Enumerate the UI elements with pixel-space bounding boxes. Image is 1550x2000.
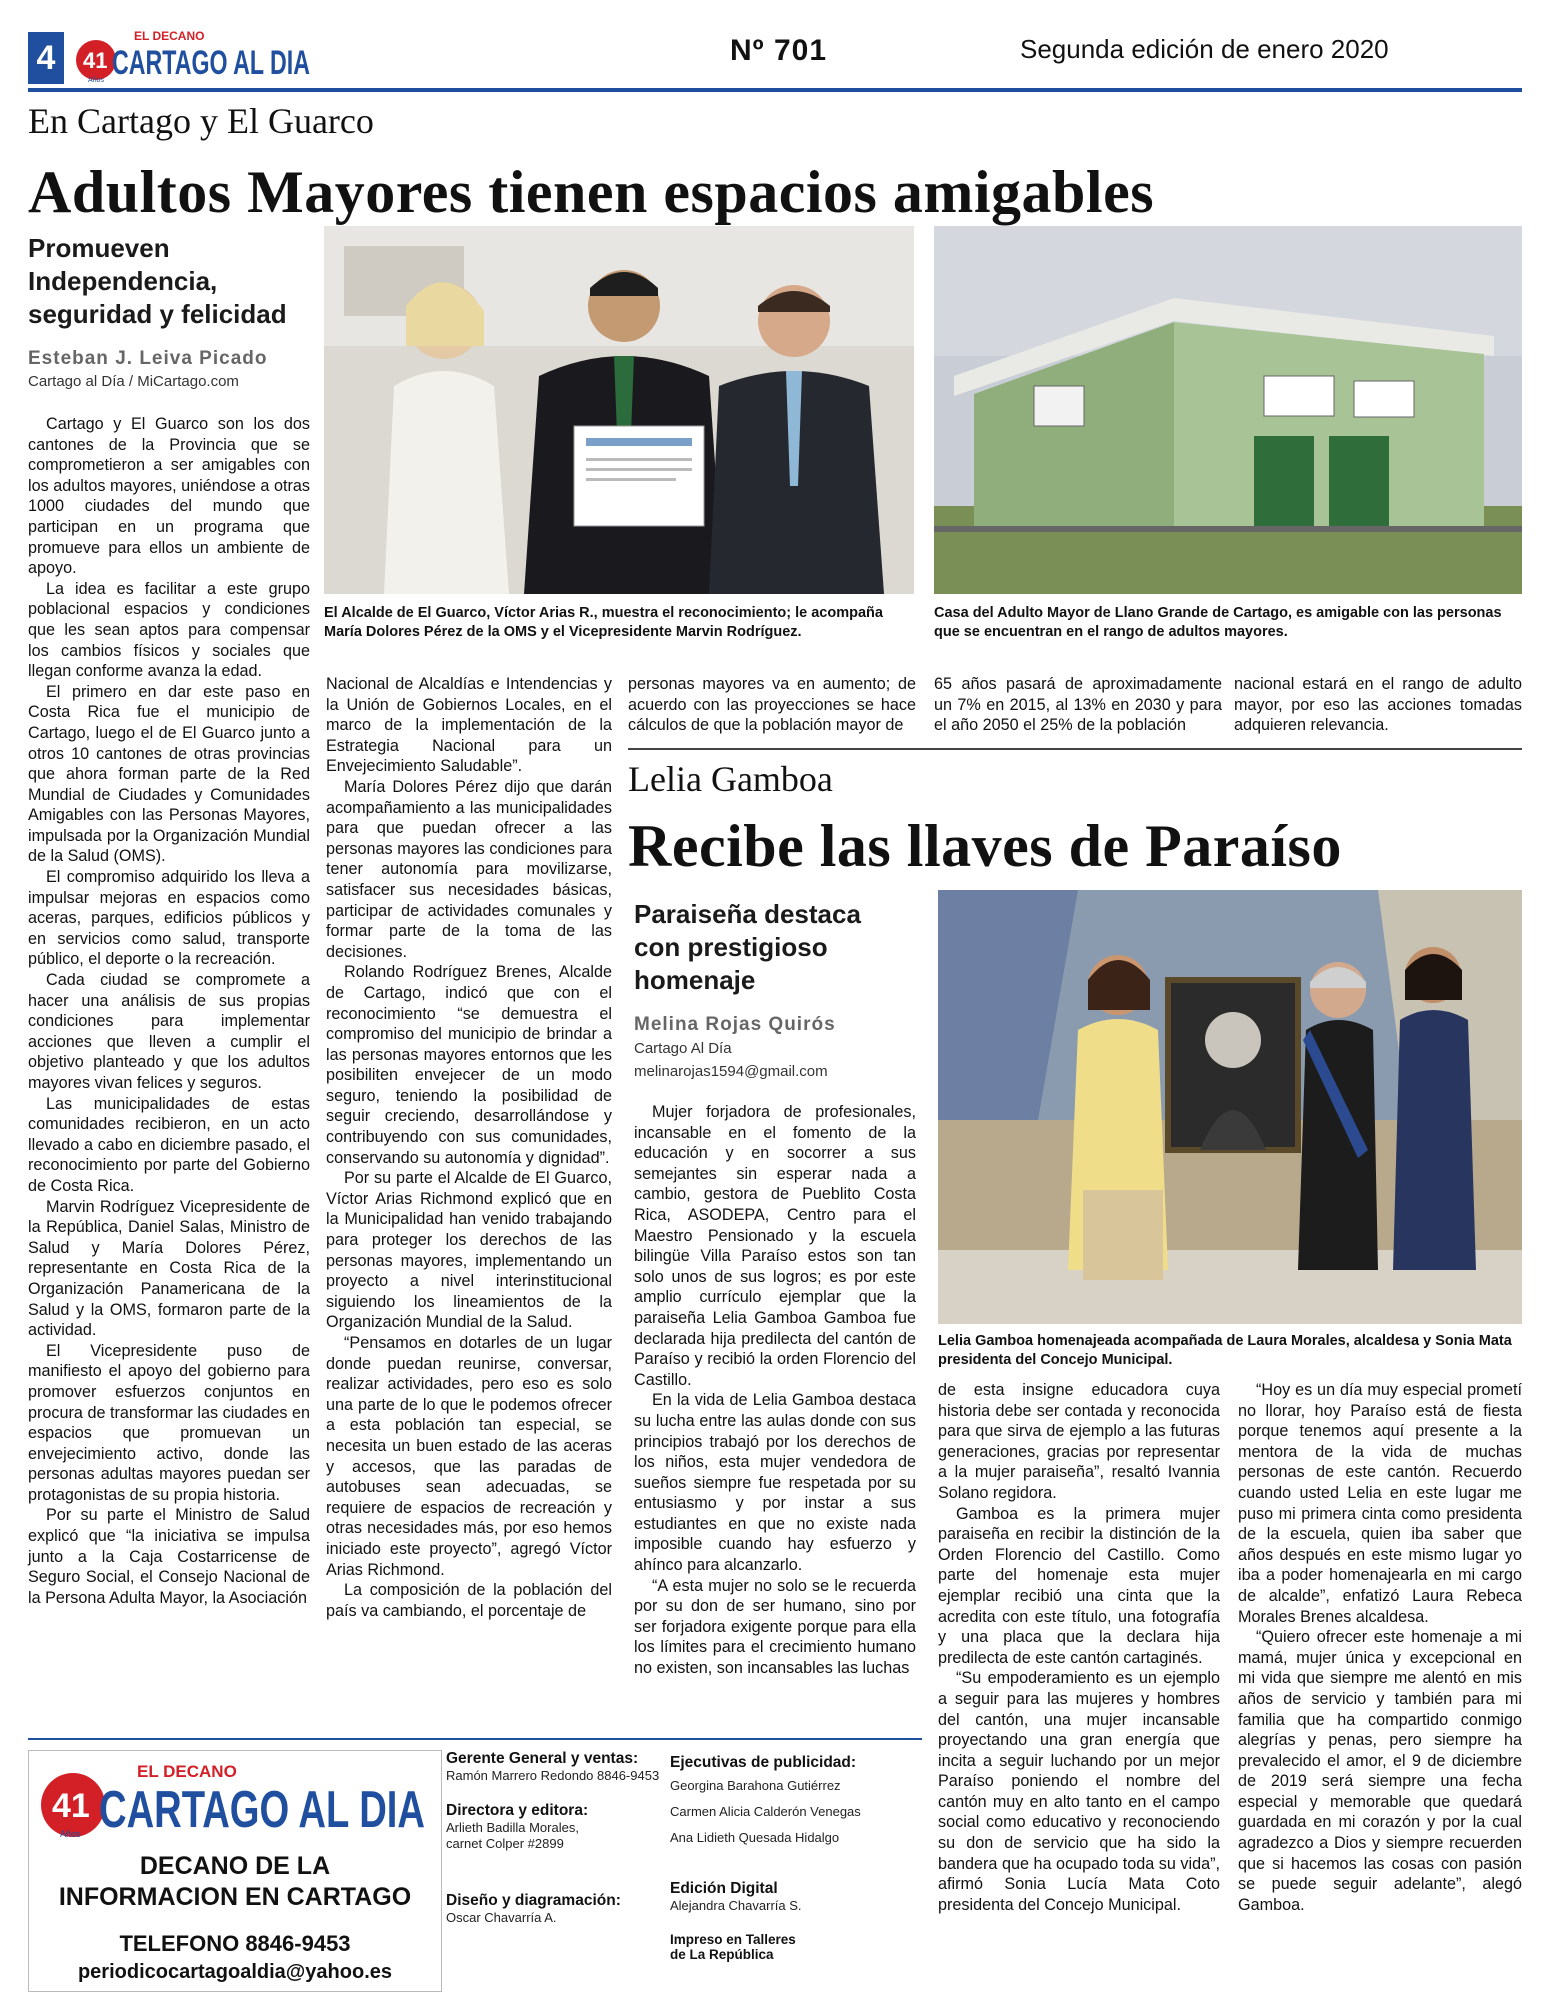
footer-masthead-logo [33, 1757, 433, 1841]
paragraph: personas mayores va en aumento; de acuerdo con las proyecciones se hace cálculos de que la población mayor de [628, 675, 916, 735]
paragraph: “Quiero ofrecer este homenaje a mi mamá, mujer única y excepcional en mi vida que siempre me alentó en mis años de servicio y también para mi familia que ha compartido conmigo alegrías y penas, pero siempre ha prevalecido el amor, el 9 de diciembre de 2019 será siempre una fecha especial y memorable que quedará guardada en mi corazón y por la cual agradezco a Dios y siempre recuerden que si hacemos las cosas con pasión se puede seguir adelante”, alegó Gamboa. [1238, 1628, 1522, 1914]
footer-masthead-decano: EL DECANO [137, 1762, 237, 1781]
article-divider [628, 748, 1522, 750]
paragraph: Marvin Rodríguez Vicepresidente de la República, Daniel Salas, Ministro de Salud y María Dolores Pérez, representante en Costa Rica de la Organización Panamericana de la Salud y la OMS, formaron parte de la actividad. [28, 1197, 310, 1340]
paragraph: Por su parte el Ministro de Salud explicó que “la iniciativa se impulsa junto a la Caja Costarricense de Seguro Social, el Consejo Nacional de la Persona Adulta Mayor, la Asociación [28, 1506, 310, 1607]
paragraph: Mujer forjadora de profesionales, incansable en el fomento de la educación y en socorrer a sus semejantes sin esperar nada a cambio, gestora de Pueblito Costa Rica, ASODEPA, Centro para el Maestro Pensionado y la escuela bilingüe Villa Paraíso estos son tan solo unos de sus logros; es por este amplio currículo ejemplar que la paraiseña Lelia Gamboa Gamboa fue declarada hija predilecta del cantón de Paraíso y recibió la orden Florencio del Castillo. [634, 1103, 916, 1389]
paragraph: Por su parte el Alcalde de El Guarco, Víctor Arias Richmond explicó que en la Municipalidad han venido trabajando para proteger los derechos de las personas mayores, implementando un proyecto a nivel interinstitucional siguiendo los lineamientos de la Organización Mundial de la Salud. [326, 1169, 612, 1332]
article2-column-1 [634, 1102, 916, 1679]
diseno-label: Diseño y diagramación: [446, 1892, 621, 1909]
paragraph: El Vicepresidente puso de manifiesto el apoyo del gobierno para promover esfuerzos conjuntos en procura de transformar las ciudades en espacios que promuevan un envejecimiento activo, donde las personas adultas mayores puedan ser protagonistas de su propia historia. [28, 1341, 310, 1504]
footer-slogan-2: INFORMACION EN CARTAGO [58, 1883, 412, 1911]
photo-homage-caption: Lelia Gamboa homenajeada acompañada de Laura Morales, alcaldesa y Sonia Mata presidenta del Concejo Municipal. [938, 1333, 1512, 1368]
footer-masthead-anos: Años [60, 1829, 81, 1839]
article2-subhead: Paraiseña destaca con prestigioso homenaje [634, 899, 861, 995]
footer-brand-box [28, 1750, 442, 1992]
footer-telefono: TELEFONO 8846-9453 [119, 1931, 351, 1956]
masthead-logo [74, 24, 314, 86]
masthead-decano: EL DECANO [134, 29, 205, 43]
photo-house-caption: Casa del Adulto Mayor de Llano Grande de Cartago, es amigable con las personas que se encuentran en el rango de adultos mayores. [934, 605, 1502, 640]
paragraph: Cartago y El Guarco son los dos cantones de la Provincia que se comprometieron a ser amigables con los adultos mayores, uniéndose a otras 1000 ciudades del mundo que participan en un programa que promueve para ellos un ambiente de apoyo. [28, 415, 310, 578]
paragraph: La idea es facilitar a este grupo poblacional espacios y condiciones que les sean aptos para compensar los cambios físicos y sociales que llegan conforme avanza la edad. [28, 579, 310, 681]
masthead-years: 41 [83, 48, 108, 73]
page-number: 4 [28, 32, 64, 84]
footer-rule [28, 1738, 922, 1740]
footer-masthead-name: CARTAGO AL DIA [99, 1781, 425, 1839]
photo-homage [938, 890, 1522, 1324]
article1-column-5 [1234, 674, 1522, 736]
directora-value-2: carnet Colper #2899 [446, 1836, 564, 1851]
issue-number: Nº 701 [730, 34, 828, 67]
paragraph: Nacional de Alcaldías e Intendencias y la Unión de Gobiernos Locales, en el marco de la implementación de la Estrategia Nacional para un Envejecimiento Saludable”. [326, 675, 612, 776]
ejecutiva-name: Ana Lidieth Quesada Hidalgo [670, 1830, 840, 1845]
gerente-label: Gerente General y ventas: [446, 1750, 639, 1767]
article1-kicker: En Cartago y El Guarco [28, 101, 374, 141]
ejecutiva-name: Carmen Alicia Calderón Venegas [670, 1804, 861, 1819]
impreso-line-1: Impreso en Talleres [670, 1932, 796, 1947]
footer-staff-col-2 [670, 1754, 920, 1962]
paragraph: La composición de la población del país va cambiando, el porcentaje de [326, 1581, 612, 1620]
impreso-line-2: de La República [670, 1947, 774, 1962]
footer-staff-col-1 [446, 1750, 664, 1926]
digital-value: Alejandra Chavarría S. [670, 1898, 802, 1913]
article2-column-3 [1238, 1380, 1522, 1915]
paragraph: 65 años pasará de aproximadamente un 7% en 2015, al 13% en 2030 y para el año 2050 el 25% de la población [934, 675, 1222, 735]
paragraph: “A esta mujer no solo se le recuerda por su don de ser humano, sino por ser forjadora exigente porque para ella los límites para el crecimiento humano no existen, son incansables las luchas [634, 1576, 916, 1678]
header-rule [28, 88, 1522, 92]
article1-byline-name: Esteban J. Leiva Picado [28, 348, 268, 369]
diseno-value: Oscar Chavarría A. [446, 1910, 557, 1925]
article2-headline: Recibe las llaves de Paraíso [628, 813, 1342, 879]
article1-byline-source: Cartago al Día / MiCartago.com [28, 373, 239, 390]
paragraph: El primero en dar este paso en Costa Rica fue el municipio de Cartago, luego el de El Guarco junto a otros 10 cantones de otras provincias que ahora forman parte de la Red Mundial de Ciudades y Comunidades Amigables con las Personas Mayores, impulsada por la Organización Mundial de la Salud (OMS). [28, 682, 310, 866]
article1-column-3 [628, 674, 916, 736]
digital-label: Edición Digital [670, 1880, 778, 1897]
article2-byline-source: Cartago Al Día [634, 1040, 732, 1057]
footer-masthead-years: 41 [52, 1787, 90, 1825]
paragraph: Cada ciudad se compromete a hacer una análisis de sus propias condiciones para implementar acciones que lleven a cumplir el objetivo planteado y que los adultos mayores vivan felices y seguros. [28, 971, 310, 1092]
paragraph: El compromiso adquirido los lleva a impulsar mejoras en espacios como aceras, parques, edificios públicos y en servicios como salud, transporte público, el deporte o la recreación. [28, 868, 310, 969]
article1-subhead: Promueven Independencia, seguridad y felicidad [28, 233, 287, 329]
paragraph: “Pensamos en dotarles de un lugar donde puedan reunirse, conversar, realizar actividades, pero eso es solo una parte de lo que le podemos ofrecer a esta población tan especial, se necesita un buen estado de las aceras y accesos, que las paradas de autobuses sean adecuadas, se requiere de espacios de recreación y otras necesidades más, por eso hemos iniciado este proyecto”, agregó Víctor Arias Richmond. [326, 1334, 612, 1579]
paragraph: de esta insigne educadora cuya historia debe ser contada y reconocida para que sirva de ejemplo a las futuras generaciones, gracias por representar a la mujer paraiseña”, resaltó Ivannia Solano regidora. [938, 1381, 1220, 1502]
photo-senior-house [934, 226, 1522, 594]
article2-byline-email: melinarojas1594@gmail.com [634, 1063, 828, 1080]
paragraph: nacional estará en el rango de adulto mayor, por eso las acciones tomadas adquieren relevancia. [1234, 675, 1522, 735]
photo-award-caption: El Alcalde de El Guarco, Víctor Arias R., muestra el reconocimiento; le acompaña María Dolores Pérez de la OMS y el Vicepresidente Marvin Rodríguez. [324, 605, 883, 640]
paragraph: En la vida de Lelia Gamboa destaca su lucha entre las aulas donde con sus principios trabajó por los derechos de los niños, esta mujer vendedora de sueños siempre fue respetada por su entusiasmo y por instar a sus estudiantes en que no existe nada imposible cuando hay esfuerzo y ahínco para alcanzarlo. [634, 1391, 916, 1575]
article2-kicker: Lelia Gamboa [628, 759, 833, 799]
footer-email[interactable]: periodicocartagoaldia@yahoo.es [77, 1961, 393, 1983]
article2-byline-name: Melina Rojas Quirós [634, 1014, 836, 1035]
article2-column-2 [938, 1380, 1220, 1915]
article1-column-1 [28, 414, 310, 1608]
masthead-anos: Años [88, 77, 104, 84]
paragraph: María Dolores Pérez dijo que darán acompañamiento a las municipalidades para que puedan ofrecer a las personas mayores las condiciones para tener autonomía para movilizarse, satisfacer sus necesidades básicas, participar de actividades comunales y formar parte de la toma de las decisiones. [326, 777, 612, 961]
directora-label: Directora y editora: [446, 1802, 589, 1819]
photo-award-ceremony [324, 226, 914, 594]
article1-column-4 [934, 674, 1222, 736]
paragraph: Las municipalidades de estas comunidades recibieron, en un acto llevado a cabo en diciembre pasado, el reconocimiento por parte del Gobierno de Costa Rica. [28, 1094, 310, 1195]
masthead-name: CARTAGO AL DIA [112, 44, 310, 82]
paragraph: “Hoy es un día muy especial prometí no llorar, hoy Paraíso está de fiesta porque tenemos aquí presente a la mentora de la vida de muchas personas de este cantón. Recuerdo cuando usted Lelia en este lugar me puso mi primera cinta como presidenta de la escuela, quien iba saber que años después en este mismo lugar yo iba a poder homenajearla en mi cargo de alcalde”, enfatizó Laura Rebeca Morales Brenes alcaldesa. [1238, 1381, 1522, 1626]
article1-headline: Adultos Mayores tienen espacios amigables [28, 159, 1155, 225]
gerente-value: Ramón Marrero Redondo 8846-9453 [446, 1768, 660, 1783]
footer-slogan-1: DECANO DE LA [139, 1852, 331, 1880]
ejecutiva-name: Georgina Barahona Gutiérrez [670, 1778, 841, 1793]
ejecutivas-label: Ejecutivas de publicidad: [670, 1754, 857, 1771]
paragraph: Gamboa es la primera mujer paraiseña en recibir la distinción de la Orden Florencio del Castillo. Como parte del homenaje esta mujer ejemplar recibió una cinta que la acredita con este título, una fotografía y una placa que la declara hija predilecta de este cantón cartaginés. [938, 1504, 1220, 1667]
directora-value-1: Arlieth Badilla Morales, [446, 1820, 579, 1835]
paragraph: Rolando Rodríguez Brenes, Alcalde de Cartago, indicó que con el reconocimiento “se demuestra el compromiso del municipio de brindar a las personas mayores entornos que les posibiliten envejecer de un modo seguro, teniendo la posibilidad de seguir creciendo, desarrollándose y contribuyendo con sus comunidades, conservando su autonomía y dignidad”. [326, 963, 612, 1167]
paragraph: “Su empoderamiento es un ejemplo a seguir para las mujeres y hombres del cantón, una mujer incansable proyectando una gran energía que incita a seguir luchando por un mejor Paraíso poniendo el nombre del cantón muy en alto tanto en el campo social como educativo y reconociendo su don de servicio que ha sido la bandera que ha ocupado toda su vida”, afirmó Sonia Lucía Mata Coto presidenta del Concejo Municipal. [938, 1669, 1220, 1914]
edition-date: Segunda edición de enero 2020 [1020, 34, 1389, 64]
article1-column-2 [326, 674, 612, 1621]
